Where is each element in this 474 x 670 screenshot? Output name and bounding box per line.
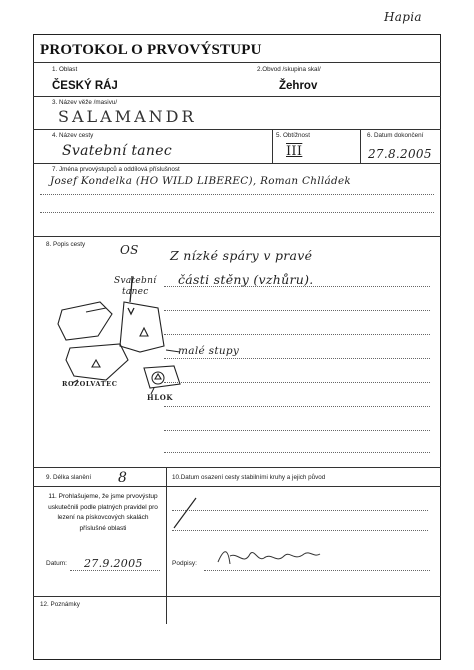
row11-divider (33, 596, 441, 597)
empty-field-slash (170, 494, 200, 532)
datum-value: 27.9.2005 (84, 557, 143, 570)
signature (214, 544, 324, 570)
row8-dotline (164, 334, 430, 335)
sketch-rock-left-label: ROZOLVATEC (62, 380, 118, 388)
popis-line-2: části stěny (vzhůru). (178, 272, 314, 287)
row3-divider (33, 129, 441, 130)
datum-dokonceni-label: 6. Datum dokončení (367, 132, 424, 139)
row7-dotline-1 (40, 194, 434, 195)
cesta-label: 4. Název cesty (52, 132, 94, 139)
title-divider (33, 62, 441, 63)
datum-divider (360, 129, 361, 163)
row7-divider (33, 236, 441, 237)
route-arrow (128, 308, 134, 314)
popis-line-1: Z nízké spáry v pravé (170, 248, 313, 263)
row4-divider (33, 163, 441, 164)
obtiznost-divider (272, 129, 273, 163)
obtiznost-value: III (286, 144, 303, 159)
datum-dotline (70, 570, 160, 571)
row11-dotline (172, 510, 428, 511)
oblast-label: 1. Oblast (52, 66, 78, 73)
prvovystupci-value: Josef Kondelka (HO WILD LIBEREC), Roman Chlládek (50, 175, 351, 187)
datum-label: Datum: (46, 560, 67, 567)
row8-dotline (164, 452, 430, 453)
podpisy-dotline (204, 570, 430, 571)
popis-prefix: OS (120, 243, 139, 257)
veze-value: SALAMANDR (58, 107, 197, 126)
prvovystupci-label: 7. Jména prvovýstupců a oddílová příslušnost (52, 166, 180, 173)
row8-divider (33, 467, 441, 468)
row9-vdivider (166, 467, 167, 624)
oblast-value: ČESKÝ RÁJ (52, 80, 118, 92)
sketch-ledge-label: malé stupy (178, 345, 240, 357)
row7-dotline-2 (40, 212, 434, 213)
row11-dotline (172, 530, 428, 531)
veze-label: 3. Název věže /masivu/ (52, 99, 118, 106)
row8-dotline (164, 430, 430, 431)
row8-dotline (164, 286, 430, 287)
poznamky-label: 12. Poznámky (40, 601, 80, 608)
form-title: PROTOKOL O PRVOVÝSTUPU (40, 42, 262, 58)
row8-dotline (164, 406, 430, 407)
row8-dotline (164, 382, 430, 383)
sketch-rock-bottom-label: HLOK (147, 393, 174, 402)
row1-divider (33, 96, 441, 97)
cesta-value: Svatební tanec (62, 143, 172, 159)
delka-label: 9. Délka slanění (46, 474, 92, 481)
osazeni-label: 10.Datum osazení cesty stabilními kruhy a jejich původ (172, 474, 326, 481)
sketch-rock-lower (66, 344, 128, 380)
sketch-rock-main (120, 302, 164, 352)
sketch-rock-left (58, 302, 112, 340)
delka-value: 8 (118, 470, 128, 486)
sketch-route-label-1: Svatební (114, 276, 157, 286)
podpisy-label: Podpisy: (172, 560, 197, 567)
row8-dotline (164, 358, 430, 359)
popis-label: 8. Popis cesty (46, 241, 86, 248)
obtiznost-label: 5. Obtížnost (276, 132, 310, 139)
row8-dotline (164, 310, 430, 311)
sketch-rock-small (144, 366, 180, 388)
datum-dokonceni-value: 27.8.2005 (368, 147, 432, 161)
sketch-route-label-2: tanec (122, 287, 149, 297)
prohlaseni-text: 11. Prohlašujeme, že jsme prvovýstup uskutečnili podle platných pravidel pro lezení na pískovcových skalách příslušné oblasti (48, 493, 158, 532)
row9-divider (33, 486, 441, 487)
corner-mark: Hapia (384, 10, 422, 24)
obvod-label: 2.Obvod /skupina skal/ (257, 66, 321, 73)
obvod-value: Žehrov (279, 80, 318, 92)
